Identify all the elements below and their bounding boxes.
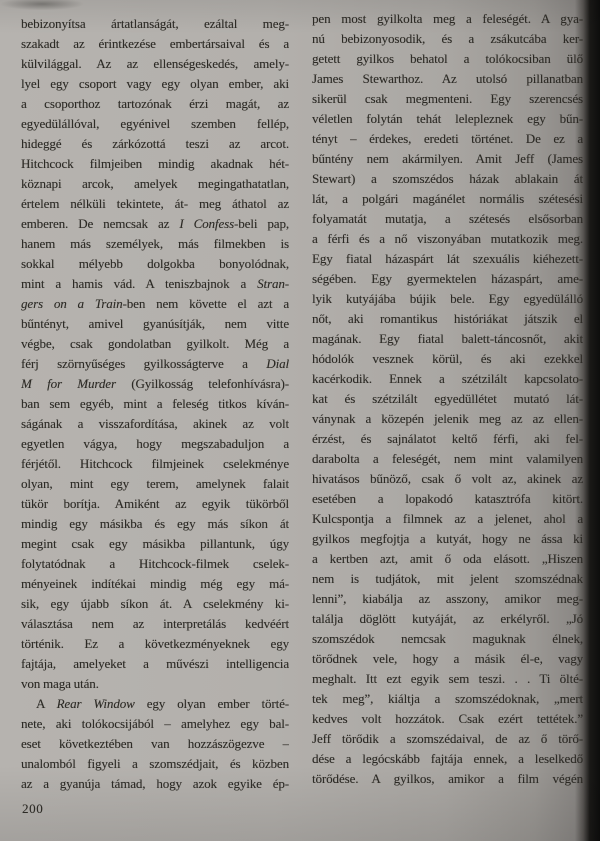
text-line: külvilággal. Az az ellenségeskedés, amely- bbox=[21, 56, 289, 71]
text-line: végbe, csak gondolatban gyilkolt. Még a bbox=[21, 336, 289, 351]
text-line: véletlen folytán tehát lelepleznek egy bűn- bbox=[312, 111, 583, 126]
text-line: választása nem az interpretálás kedvéért bbox=[21, 616, 289, 631]
text-line: meghalt. Itt ezt egyik sem teszi. . . Ti ölté- bbox=[312, 671, 583, 686]
text-line: darabolta a feleségét, nem mint valamilyen bbox=[312, 451, 583, 466]
text-line: férj szörnyűséges gyilkosságterve a Dial bbox=[21, 356, 289, 371]
text-line: ményeinek indítékai mindig még egy má- bbox=[21, 576, 289, 591]
text-line: A Rear Window egy olyan ember törté- bbox=[36, 696, 289, 711]
text-line: folyamatát mutatja, a szétesés elsősorban bbox=[312, 211, 583, 226]
text-line: lyik kutyájába bújik bele. Egy egyedülálló bbox=[312, 291, 583, 306]
text-line: törődnek vele, hogy a másik él-e, vagy bbox=[312, 651, 583, 666]
text-line: hódolók vesznek körül, és aki ezekkel bbox=[312, 351, 583, 366]
text-line: mint a hamis vád. A teniszbajnok a Stran- bbox=[21, 276, 289, 291]
text-line: találja döglött kutyáját, az erkélyről. „Jó bbox=[312, 611, 583, 626]
text-line: ségében. Egy gyermektelen házaspárt, ame- bbox=[312, 271, 583, 286]
text-line: von maga után. bbox=[21, 676, 99, 691]
text-line: unalomból figyeli a szomszédjait, és közben bbox=[21, 756, 289, 771]
text-line: az a gyanúja támad, hogy azok egyike ép- bbox=[21, 776, 289, 791]
text-line: lát, a polgári magánélet normális szétesési bbox=[312, 191, 583, 206]
text-line: a kertben azt, amit ő oda elásott. „Hiszen bbox=[312, 551, 583, 566]
text-line: M for Murder (Gyilkosság telefonhívásra)- bbox=[21, 376, 289, 391]
text-line: emberen. De nemcsak az I Confess-beli pap, bbox=[21, 216, 289, 231]
text-line: bűntényt, amivel gyanúsítják, nem vitte bbox=[21, 316, 289, 331]
text-line: sokkal mélyebb dolgokba bonyolódnak, bbox=[21, 256, 289, 271]
text-line: hideggé és zárkózottá teszi az arcot. bbox=[21, 136, 289, 151]
text-line: ványnak a közepén jelenik meg az az ellen- bbox=[312, 411, 583, 426]
text-line: egyedülállóval, egyénivel szemben fellép, bbox=[21, 116, 289, 131]
text-line: sikerül csak megmenteni. Egy szerencsés bbox=[312, 91, 583, 106]
text-line: történik. Ez a következményeknek egy bbox=[21, 636, 289, 651]
text-line: Hitchcock filmjeiben mindig akadnak hét- bbox=[21, 156, 289, 171]
text-line: bűntény nem akármilyen. Amit Jeff (James bbox=[312, 151, 583, 166]
text-line: tek meg”, kiáltja a szomszédoknak, „mert bbox=[312, 691, 583, 706]
text-line: getett gyilkos behatol a tolókocsiban ülő bbox=[312, 51, 583, 66]
text-line: magának. Egy fiatal balett-táncosnőt, akit bbox=[312, 331, 583, 346]
text-line: folytatódnak a Hitchcock-filmek cselek- bbox=[21, 556, 289, 571]
text-line: Kulcspontja a filmnek az a jelenet, ahol a bbox=[312, 511, 583, 526]
text-line: törődése. A gyilkos, amikor a film végén bbox=[312, 771, 583, 786]
text-line: a csoporthoz tartozónak érzi magát, az bbox=[21, 96, 289, 111]
text-line: mindig egy másikba és egy más síkon át bbox=[21, 516, 289, 531]
text-line: James Stewarthoz. Az utolsó pillanatban bbox=[312, 71, 583, 86]
text-line: pen most gyilkolta meg a feleségét. A gya- bbox=[312, 11, 583, 26]
text-line: ban sem egyéb, mint a feleség titkos kíván- bbox=[21, 396, 289, 411]
text-line: sik, egy újabb síkon át. A cselekmény ki- bbox=[21, 596, 289, 611]
text-line: kacérkodik. Ennek a szétzilált kapcsolato- bbox=[312, 371, 583, 386]
text-line: eset következtében van hozzászögezve – bbox=[21, 736, 289, 751]
text-line: lyel egy csoport vagy egy olyan ember, aki bbox=[21, 76, 289, 91]
text-line: nete, aki tolókocsijából – amelyhez egy bal- bbox=[21, 716, 289, 731]
text-line: bebizonyítsa ártatlanságát, ezáltal meg- bbox=[21, 16, 289, 31]
text-line: ságának a visszafordítása, akinek az volt bbox=[21, 416, 289, 431]
text-line: a férfi és a nő viszonyában mutatkozik meg. bbox=[312, 231, 583, 246]
text-line: egyetlen vágya, hogy megszabaduljon a bbox=[21, 436, 289, 451]
text-line: dése a legócskább fajtája ennek, a leselkedő bbox=[312, 751, 583, 766]
text-line: Stewart) a szomszédos házak ablakain át bbox=[312, 171, 583, 186]
text-line: érzést, és sajnálatot keltő férfi, aki fel- bbox=[312, 431, 583, 446]
text-line: köznapi arcok, amelyek megingathatatlan, bbox=[21, 176, 289, 191]
text-line: lenni”, kiabálja az asszony, amikor meg- bbox=[312, 591, 583, 606]
text-line: hivatásos bűnöző, csak ő volt az, akinek az bbox=[312, 471, 583, 486]
text-line: nőt, aki romantikus históriákat játszik el bbox=[312, 311, 583, 326]
text-line: szakadt az érintkezése embertársaival és a bbox=[21, 36, 289, 51]
text-line: kat és szétzilált egyedüllétet mutató lát- bbox=[312, 391, 583, 406]
text-line: értelem nélküli tekintete, át- meg áthatol az bbox=[21, 196, 289, 211]
text-column-left bbox=[21, 14, 289, 794]
text-line: tükör borítja. Amiként az egyik tükörből bbox=[21, 496, 289, 511]
text-column-right bbox=[312, 9, 583, 789]
text-line: tényt – érdekes, eredeti történet. De ez a bbox=[312, 131, 583, 146]
text-line: Jeff törődik a szomszédaival, de az ő törő- bbox=[312, 731, 583, 746]
text-line: hanem más személyek, más filmekben is bbox=[21, 236, 289, 251]
page-number: 200 bbox=[22, 801, 44, 816]
text-line: Egy fiatal házaspárt lát szexuális kiéhezett- bbox=[312, 251, 583, 266]
text-line: nem is tudjátok, mit jelent szomszédnak bbox=[312, 571, 583, 586]
text-line: esetében a lopakodó katasztrófa kitört. bbox=[312, 491, 583, 506]
text-line: kedves volt hozzátok. Csak ezért tettétek.” bbox=[312, 711, 583, 726]
text-line: olyan, mint egy terem, amelynek falait bbox=[21, 476, 289, 491]
text-line: nú bebizonyosodik, és a zsákutcába ker- bbox=[312, 31, 583, 46]
text-line: gers on a Train-ben nem követte el azt a bbox=[21, 296, 289, 311]
text-line: gyilkos megfojtja a kutyát, hogy ne ássa ki bbox=[312, 531, 583, 546]
text-line: szomszédok nemcsak maguknak élnek, bbox=[312, 631, 583, 646]
text-line: fajtája, amelyeket a művészi intelligencia bbox=[21, 656, 289, 671]
text-line: megint csak egy másikba pillantunk, úgy bbox=[21, 536, 289, 551]
text-line: férjétől. Hitchcock filmjeinek cselekménye bbox=[21, 456, 289, 471]
